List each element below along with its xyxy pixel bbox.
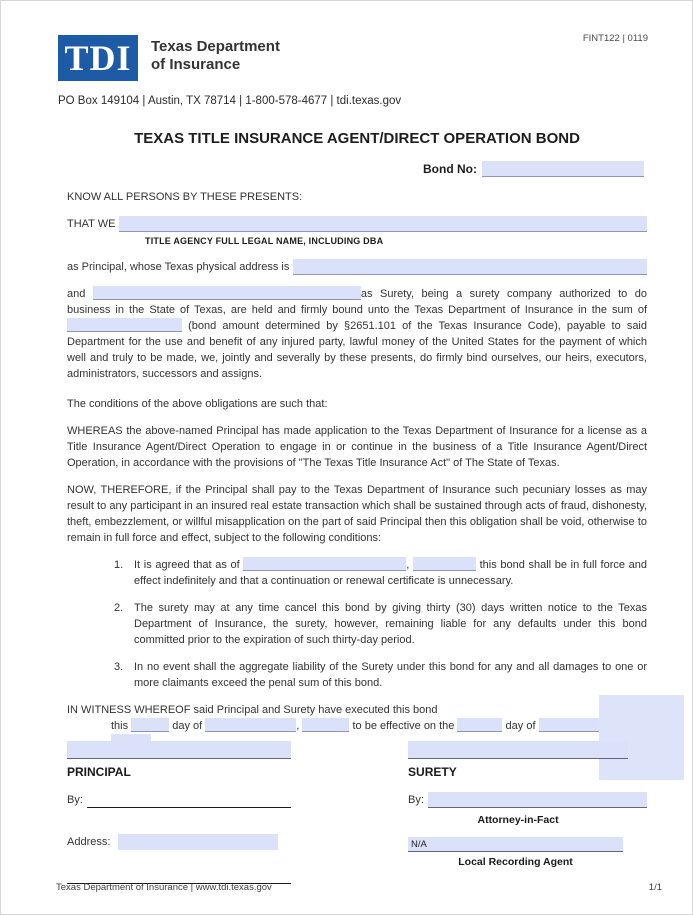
agency-name-line1: Texas Department	[151, 38, 280, 55]
item1-pre-text: It is agreed that as of	[134, 559, 240, 571]
condition-item-3	[114, 659, 647, 691]
local-recording-agent-field[interactable]: N/A	[408, 837, 623, 852]
day-of-label: day of	[172, 720, 203, 732]
this-label: this	[111, 720, 129, 732]
condition-item-2	[114, 600, 647, 648]
principal-mailing-address-field[interactable]	[118, 834, 278, 850]
header	[58, 35, 648, 109]
now-therefore-paragraph: NOW, THEREFORE, if the Principal shall pay to the Texas Department of Insurance such pecuniary losses as may result to any participant in an insured real estate transaction which shall be sustained through acts of fraud, dishonesty, theft, embezzlement, or willful misapplication on the part of said Principal then this obligation shall be void, otherwise to remain in full force and effect, subject to the following conditions:	[67, 484, 647, 544]
surety-by-row	[408, 792, 647, 808]
agency-name-line2: of Insurance	[151, 56, 241, 73]
item-number: 1.	[114, 559, 124, 571]
principal-address-line	[67, 259, 647, 275]
item1-post-text: this bond shall be in full force and effect indefinitely and that a continuation or renewal certificate is unnecessary.	[134, 559, 647, 587]
and-lead: and	[67, 288, 86, 300]
item-text: In no event shall the aggregate liability of the Surety under this bond for any and all damages to one or more claimants exceed the penal sum of this bond.	[134, 661, 647, 689]
address-label: Address:	[67, 836, 111, 848]
witness-line1: IN WITNESS WHEREOF said Principal and Surety have executed this bond	[67, 704, 438, 716]
item-text	[134, 557, 647, 589]
page-footer	[56, 880, 662, 896]
agency-name-caption: TITLE AGENCY FULL LEGAL NAME, INCLUDING DBA	[145, 236, 384, 246]
footer-left: Texas Department of Insurance | www.tdi.texas.gov	[56, 882, 272, 893]
item-text: The surety may at any time cancel this bond by giving thirty (30) days written notice to the Texas Department of Insurance, the surety, however, remaining liable for any defaults under this bond committed prior to the expiration of such thirty-day period.	[134, 602, 647, 646]
attorney-in-fact-field[interactable]	[428, 792, 647, 808]
that-we-label: THAT WE	[67, 218, 116, 230]
comma: ,	[406, 559, 410, 571]
principal-name-field[interactable]	[119, 216, 647, 232]
surety-paragraph	[67, 286, 647, 382]
contact-line: PO Box 149104 | Austin, TX 78714 | 1-800-578-4677 | tdi.texas.gov	[58, 95, 402, 107]
agency-name	[138, 35, 280, 74]
day-of-label: day of	[505, 720, 536, 732]
body-content	[67, 189, 647, 750]
executed-month-field[interactable]	[205, 718, 296, 732]
principal-physical-address-field[interactable]	[293, 259, 647, 275]
bond-amount-field[interactable]	[67, 318, 182, 332]
condition-item-1	[114, 557, 647, 589]
local-recording-agent-caption: Local Recording Agent	[458, 856, 573, 868]
principal-signature-field[interactable]	[67, 741, 291, 759]
principal-address-label: as Principal, whose Texas physical address is	[67, 261, 290, 273]
item-number: 3.	[114, 661, 124, 673]
surety-signature-field[interactable]	[408, 741, 628, 759]
item-number: 2.	[114, 602, 124, 614]
principal-by-row	[67, 792, 291, 808]
by-label: By:	[408, 794, 424, 806]
page-number: 1/1	[648, 882, 662, 893]
form-title: TEXAS TITLE INSURANCE AGENT/DIRECT OPERATION BOND	[134, 130, 580, 147]
signature-section	[67, 741, 647, 884]
bond-number-row	[67, 161, 644, 177]
agreed-day-field[interactable]	[361, 557, 406, 571]
bond-no-label: Bond No:	[423, 162, 477, 176]
sum-paragraph-text: (bond amount determined by §2651.101 of the Texas Insurance Code), payable to said Department for the use and benefit of any injured party, lawful money of the United States for the payment of which well and truly to be made, we, jointly and severally by these presents, do firmly bind ourselves, our heirs, executors, administrators, successors and assigns.	[67, 320, 647, 380]
tdi-logo: TDI	[58, 35, 138, 81]
agreed-year-field[interactable]	[413, 557, 476, 571]
effective-day-field[interactable]	[457, 718, 502, 732]
whereas-paragraph: WHEREAS the above-named Principal has made application to the Texas Department of Insurance for a license as a Title Insurance Agent/Direct Operation to engage in or continue in the business of a Title Insurance Agent/Direct Operation, in accordance with the provisions of "The Texas Title Insurance Act" of The State of Texas.	[67, 425, 647, 469]
surety-paragraph-text: as Surety, being a surety company authorized to do business in the State of Texas, are held and firmly bound unto the Texas Department of Insurance in the sum of	[67, 288, 647, 316]
effective-label: to be effective on the	[352, 720, 455, 732]
by-label: By:	[67, 794, 83, 806]
surety-name-field[interactable]	[93, 286, 361, 300]
principal-address-row	[67, 834, 291, 850]
that-we-line	[67, 216, 647, 232]
executed-year-field[interactable]	[302, 718, 349, 732]
logo-row	[58, 35, 648, 81]
know-all-line: KNOW ALL PERSONS BY THESE PRESENTS:	[67, 191, 303, 203]
principal-heading: PRINCIPAL	[67, 765, 131, 779]
surety-signature-column	[408, 741, 647, 884]
attorney-in-fact-caption: Attorney-in-Fact	[477, 814, 559, 826]
form-number: FINT122 | 0119	[582, 33, 648, 44]
agreed-month-field[interactable]	[243, 557, 361, 571]
comma: ,	[296, 720, 300, 732]
conditions-lead: The conditions of the above obligations are such that:	[67, 398, 328, 410]
principal-by-line	[87, 793, 291, 808]
executed-day-field[interactable]	[131, 718, 169, 732]
bond-number-field[interactable]	[482, 161, 644, 177]
principal-signature-column	[67, 741, 291, 884]
surety-heading: SURETY	[408, 765, 457, 779]
